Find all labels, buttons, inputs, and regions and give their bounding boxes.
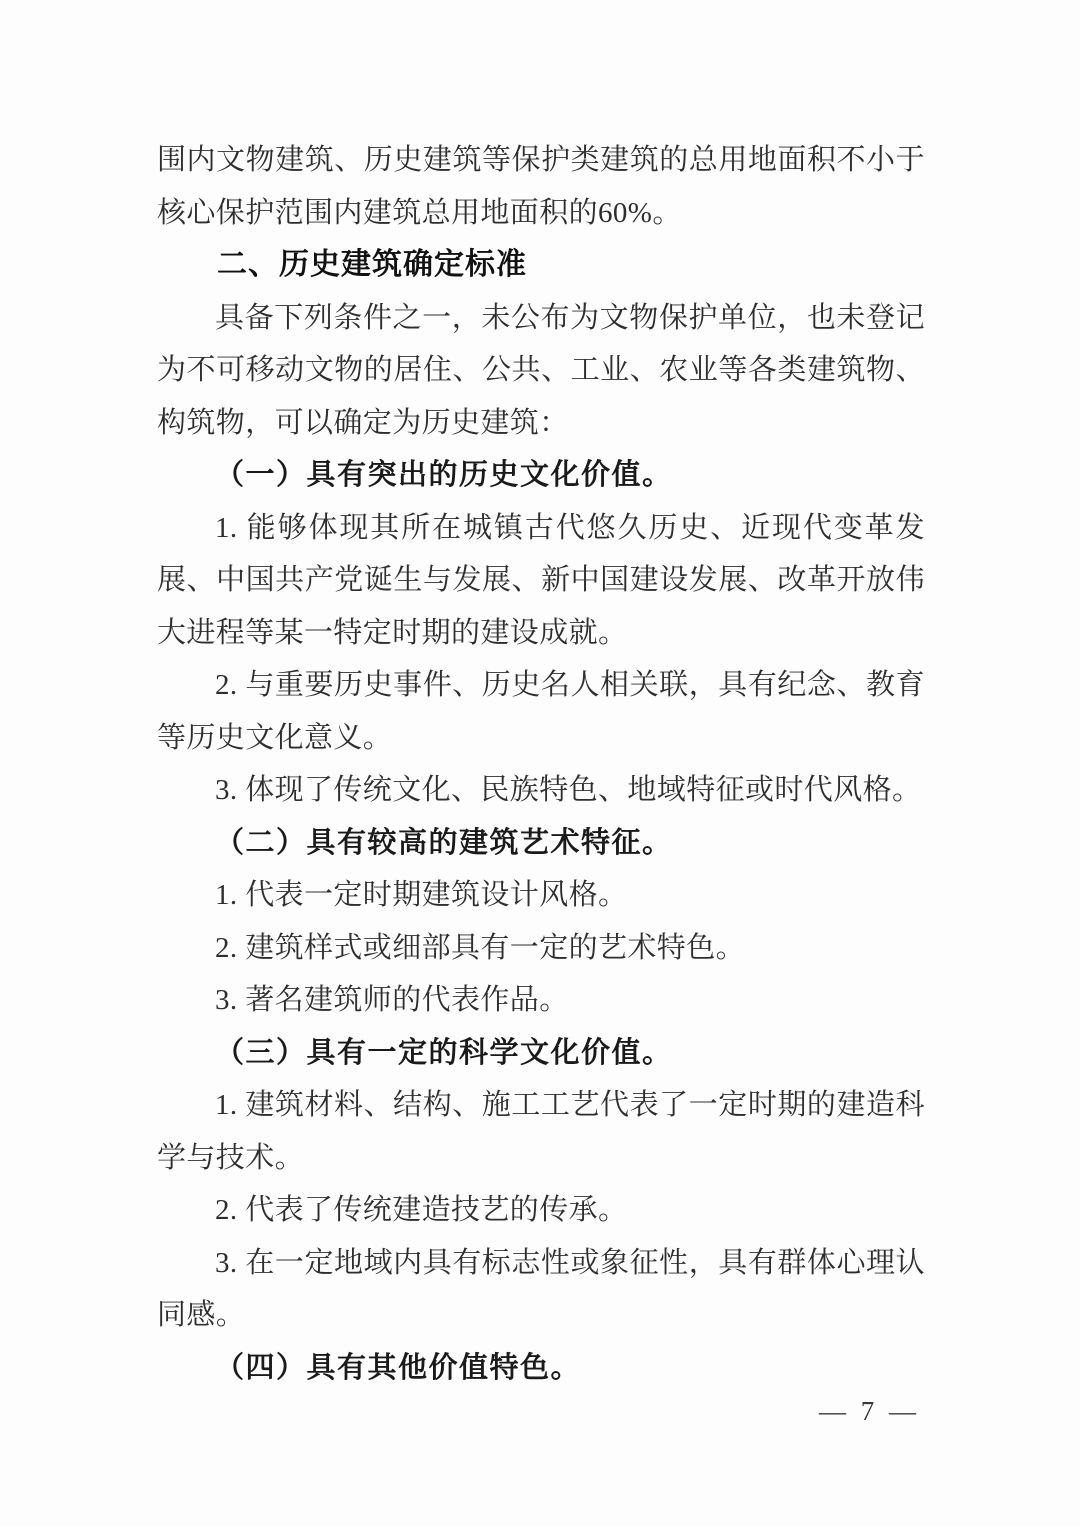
section-heading: 二、历史建筑确定标准 <box>217 248 527 281</box>
list-item: 2. 建筑样式或细部具有一定的艺术特色。 <box>215 931 746 964</box>
subsection-heading-3: （三）具有一定的科学文化价值。 <box>215 1036 673 1069</box>
list-item: 1. 建筑材料、结构、施工工艺代表了一定时期的建造科学与技术。 <box>157 1089 925 1174</box>
document-body <box>157 134 925 1394</box>
paragraph-continuation: 围内文物建筑、历史建筑等保护类建筑的总用地面积不小于核心保护范围内建筑总用地面积的60%。 <box>157 144 925 229</box>
list-item: 2. 代表了传统建造技艺的传承。 <box>215 1194 628 1226</box>
page-number: — 7 — <box>819 1396 920 1426</box>
subsection-heading-4: （四）具有其他价值特色。 <box>215 1351 582 1384</box>
list-item: 1. 代表一定时期建筑设计风格。 <box>215 879 628 911</box>
list-item: 3. 著名建筑师的代表作品。 <box>215 984 569 1016</box>
list-item: 3. 体现了传统文化、民族特色、地域特征或时代风格。 <box>215 774 922 806</box>
subsection-heading-2: （二）具有较高的建筑艺术特征。 <box>215 826 673 859</box>
list-item: 1. 能够体现其所在城镇古代悠久历史、近现代变革发展、中国共产党诞生与发展、新中国建设发展、改革开放伟大进程等某一特定时期的建设成就。 <box>157 511 925 649</box>
paragraph: 具备下列条件之一，未公布为文物保护单位，也未登记为不可移动文物的居住、公共、工业、农业等各类建筑物、构筑物，可以确定为历史建筑： <box>157 301 925 439</box>
list-item: 2. 与重要历史事件、历史名人相关联，具有纪念、教育等历史文化意义。 <box>157 669 925 754</box>
subsection-heading-1: （一）具有突出的历史文化价值。 <box>215 459 673 491</box>
list-item: 3. 在一定地域内具有标志性或象征性，具有群体心理认同感。 <box>157 1246 925 1331</box>
